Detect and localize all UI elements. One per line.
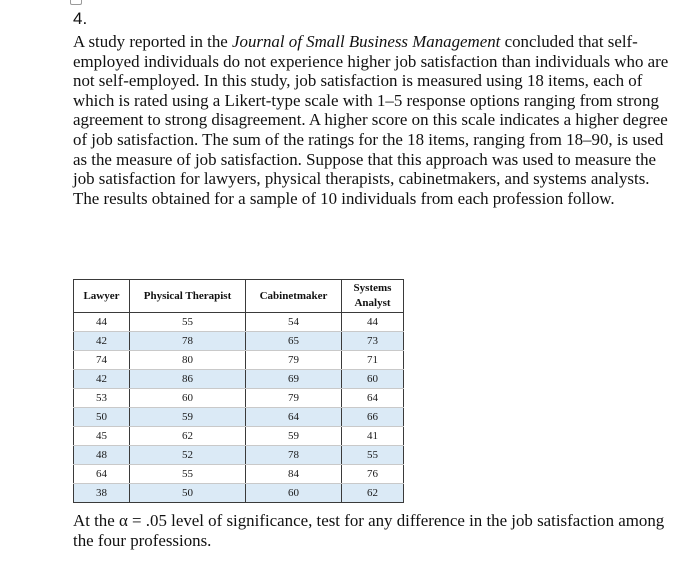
- table-cell: 79: [246, 389, 342, 408]
- table-cell: 80: [130, 351, 246, 370]
- table-cell: 38: [74, 484, 130, 503]
- table-header-row: [74, 280, 404, 313]
- table-cell: 55: [130, 313, 246, 332]
- table-cell: 78: [130, 332, 246, 351]
- table-row: [74, 370, 404, 389]
- table-row: [74, 389, 404, 408]
- table-row: [74, 465, 404, 484]
- table-cell: 55: [342, 446, 404, 465]
- table-row: [74, 446, 404, 465]
- table-cell: 86: [130, 370, 246, 389]
- question-text-intro: A study reported in the: [73, 32, 233, 51]
- table-cell: 44: [74, 313, 130, 332]
- table-cell: 79: [246, 351, 342, 370]
- question-closing-text: At the α = .05 level of significance, test for any difference in the job satisfaction among the four professions.: [73, 511, 665, 550]
- table-cell: 69: [246, 370, 342, 389]
- header-cabinetmaker: Cabinetmaker: [246, 280, 342, 313]
- table-body: [74, 313, 404, 503]
- table-cell: 59: [246, 427, 342, 446]
- table-cell: 64: [342, 389, 404, 408]
- table-cell: 78: [246, 446, 342, 465]
- table-cell: 64: [246, 408, 342, 427]
- table-cell: 50: [74, 408, 130, 427]
- checkbox-icon[interactable]: [70, 0, 82, 5]
- table-cell: 53: [74, 389, 130, 408]
- journal-name: Journal of Small Business Management: [232, 32, 501, 51]
- table-cell: 76: [342, 465, 404, 484]
- table-cell: 66: [342, 408, 404, 427]
- table-cell: 42: [74, 370, 130, 389]
- header-systems-analyst: Systems Analyst: [342, 280, 404, 313]
- table-cell: 62: [130, 427, 246, 446]
- header-physical-therapist: Physical Therapist: [130, 280, 246, 313]
- table-cell: 84: [246, 465, 342, 484]
- table-cell: 62: [342, 484, 404, 503]
- table-cell: 54: [246, 313, 342, 332]
- table-cell: 45: [74, 427, 130, 446]
- table-cell: 71: [342, 351, 404, 370]
- table-row: [74, 351, 404, 370]
- table-cell: 52: [130, 446, 246, 465]
- question-text-body: concluded that self-employed individuals do not experience higher job satisfaction than individuals who are not self-employed. In this study, job satisfaction is measured using 18 items, each of which is rated using a Likert-type scale with 1–5 response options ranging from strong agreement to strong disagreement. A higher score on this scale indicates a higher degree of job satisfaction. The sum of the ratings for the 18 items, ranging from 18–90, is used as the measure of job satisfaction. Suppose that this approach was used to measure the job satisfaction for lawyers, physical therapists, cabinetmakers, and systems analysts. The results obtained for a sample of 10 individuals from each profession follow.: [73, 32, 669, 208]
- table-cell: 60: [246, 484, 342, 503]
- table-cell: 42: [74, 332, 130, 351]
- table-row: [74, 427, 404, 446]
- table-row: [74, 484, 404, 503]
- table-cell: 44: [342, 313, 404, 332]
- table-cell: 50: [130, 484, 246, 503]
- table-cell: 55: [130, 465, 246, 484]
- table-row: [74, 408, 404, 427]
- table-cell: 74: [74, 351, 130, 370]
- table-cell: 41: [342, 427, 404, 446]
- table-cell: 60: [130, 389, 246, 408]
- question-text: [73, 32, 677, 208]
- table-cell: 48: [74, 446, 130, 465]
- table-cell: 65: [246, 332, 342, 351]
- table-cell: 64: [74, 465, 130, 484]
- table-cell: 59: [130, 408, 246, 427]
- job-satisfaction-table: [73, 279, 404, 503]
- header-lawyer: Lawyer: [74, 280, 130, 313]
- question-number: 4.: [73, 9, 88, 28]
- table-row: [74, 313, 404, 332]
- table-cell: 60: [342, 370, 404, 389]
- table-cell: 73: [342, 332, 404, 351]
- table-row: [74, 332, 404, 351]
